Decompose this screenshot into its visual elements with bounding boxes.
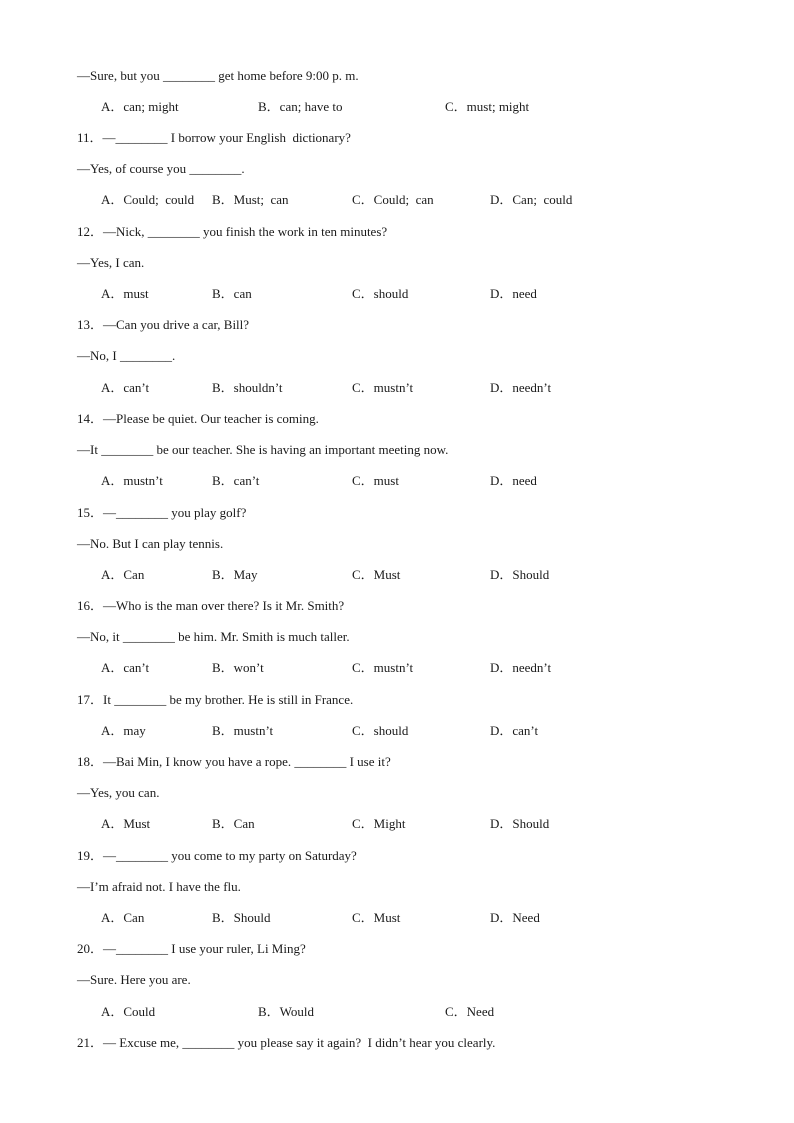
option-19-a: A．Can xyxy=(101,910,145,925)
question-20-answer-line: —Sure. Here you are. xyxy=(77,972,191,987)
option-14-c: C．must xyxy=(352,473,399,488)
question-13-answer-line: —No, I ________. xyxy=(77,348,176,363)
option-14-b: B．can’t xyxy=(212,473,260,488)
option-11-d: D．Can; could xyxy=(490,192,573,207)
option-12-b: B．can xyxy=(212,286,252,301)
question-19: 19．—________ you come to my party on Saturday? xyxy=(77,848,357,863)
option-14-a: A．mustn’t xyxy=(101,473,163,488)
question-16: 16．—Who is the man over there? Is it Mr. Smith? xyxy=(77,598,345,613)
option-20-a: A．Could xyxy=(101,1004,156,1019)
option-14-d: D．need xyxy=(490,473,537,488)
question-12-answer-line: —Yes, I can. xyxy=(77,255,145,270)
question-20: 20．—________ I use your ruler, Li Ming? xyxy=(77,941,306,956)
question-17: 17．It ________ be my brother. He is still in France. xyxy=(77,692,354,707)
question-12: 12．—Nick, ________ you finish the work in ten minutes? xyxy=(77,224,388,239)
question-15: 15．—________ you play golf? xyxy=(77,505,247,520)
option-12-a: A．must xyxy=(101,286,149,301)
option-15-c: C．Must xyxy=(352,567,401,582)
option-20-c: C．Need xyxy=(445,1004,495,1019)
option-16-a: A．can’t xyxy=(101,660,150,675)
option-16-c: C．mustn’t xyxy=(352,660,414,675)
option-18-b: B．Can xyxy=(212,816,255,831)
option-13-d: D．needn’t xyxy=(490,380,552,395)
option-15-b: B．May xyxy=(212,567,258,582)
option-19-b: B．Should xyxy=(212,910,271,925)
option-15-d: D．Should xyxy=(490,567,550,582)
option-20-b: B．Would xyxy=(258,1004,315,1019)
option-10-a: A．can; might xyxy=(101,99,179,114)
option-17-d: D．can’t xyxy=(490,723,539,738)
option-15-a: A．Can xyxy=(101,567,145,582)
option-13-a: A．can’t xyxy=(101,380,150,395)
question-14-answer-line: —It ________ be our teacher. She is having an important meeting now. xyxy=(77,442,449,457)
option-10-c: C．must; might xyxy=(445,99,530,114)
question-18-answer-line: —Yes, you can. xyxy=(77,785,160,800)
question-10-answer-line: —Sure, but you ________ get home before 9:00 p. m. xyxy=(77,68,359,83)
option-18-d: D．Should xyxy=(490,816,550,831)
option-19-d: D．Need xyxy=(490,910,540,925)
option-19-c: C．Must xyxy=(352,910,401,925)
option-11-a: A．Could; could xyxy=(101,192,195,207)
option-13-b: B．shouldn’t xyxy=(212,380,283,395)
question-19-answer-line: —I’m afraid not. I have the flu. xyxy=(77,879,241,894)
option-10-b: B．can; have to xyxy=(258,99,343,114)
option-18-a: A．Must xyxy=(101,816,151,831)
option-16-b: B．won’t xyxy=(212,660,264,675)
option-17-a: A．may xyxy=(101,723,146,738)
option-17-c: C．should xyxy=(352,723,409,738)
question-13: 13．—Can you drive a car, Bill? xyxy=(77,317,250,332)
question-14: 14．—Please be quiet. Our teacher is coming. xyxy=(77,411,319,426)
option-11-c: C．Could; can xyxy=(352,192,434,207)
option-11-b: B．Must; can xyxy=(212,192,289,207)
question-21: 21．— Excuse me, ________ you please say it again? I didn’t hear you clearly. xyxy=(77,1035,496,1050)
question-18: 18．—Bai Min, I know you have a rope. ________ I use it? xyxy=(77,754,391,769)
option-12-c: C．should xyxy=(352,286,409,301)
question-16-answer-line: —No, it ________ be him. Mr. Smith is much taller. xyxy=(77,629,350,644)
option-13-c: C．mustn’t xyxy=(352,380,414,395)
option-12-d: D．need xyxy=(490,286,537,301)
option-16-d: D．needn’t xyxy=(490,660,552,675)
question-11: 11．—________ I borrow your English dictionary? xyxy=(77,130,351,145)
question-11-answer-line: —Yes, of course you ________. xyxy=(77,161,245,176)
option-17-b: B．mustn’t xyxy=(212,723,274,738)
question-15-answer-line: —No. But I can play tennis. xyxy=(77,536,224,551)
option-18-c: C．Might xyxy=(352,816,406,831)
